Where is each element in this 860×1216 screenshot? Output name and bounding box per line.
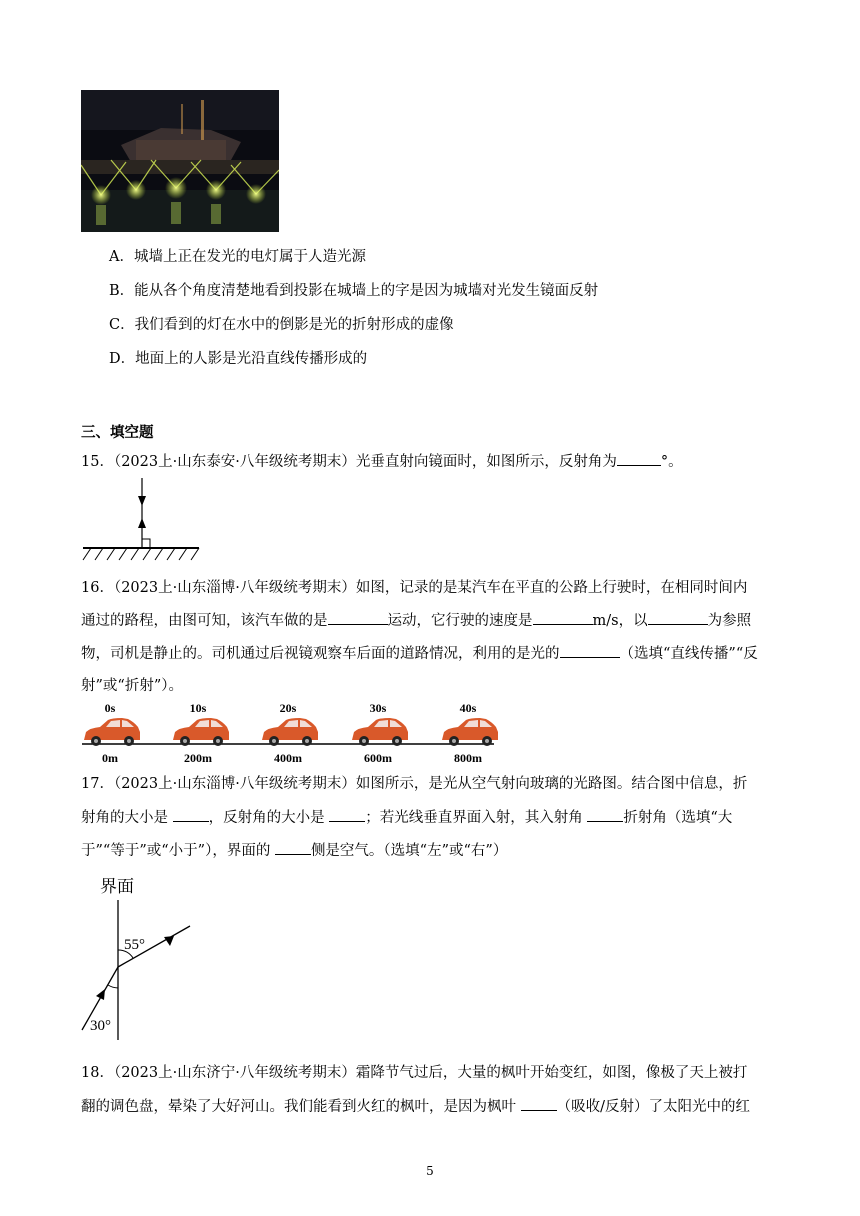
night-city-photo bbox=[81, 90, 279, 232]
down-arrow-icon bbox=[138, 496, 146, 506]
q18-line-2 bbox=[81, 1096, 750, 1117]
q15-text: 15．（2023上·山东泰安·八年级统考期末）光垂直射向镜面时，如图所示，反射角为 bbox=[81, 454, 617, 470]
q16-blank-3 bbox=[648, 610, 708, 625]
q17-text-b: ，反射角的大小是 bbox=[208, 810, 325, 826]
q16-line-1: 16．（2023上·山东淄博·八年级统考期末）如图，记录的是某汽车在平直的公路上行驶时，在相同时间内 bbox=[81, 580, 748, 596]
option-d: D．地面上的人影是光沿直线传播形成的 bbox=[109, 351, 368, 367]
q15-tail: °。 bbox=[660, 454, 683, 470]
distance-label: 800m bbox=[454, 751, 482, 765]
q16-text-e: 物，司机是静止的。司机通过后视镜观察车后面的道路情况，利用的是光的 bbox=[81, 646, 560, 662]
q16-line-2 bbox=[81, 610, 751, 631]
car-30s bbox=[352, 718, 408, 746]
car-10s bbox=[173, 718, 229, 746]
angle-arc-bottom bbox=[108, 985, 118, 988]
mirror-hatching bbox=[83, 548, 199, 560]
car-40s bbox=[442, 718, 498, 746]
q16-text-a: 通过的路程，由图可知，该汽车做的是 bbox=[81, 613, 328, 629]
q17-blank-1 bbox=[173, 807, 209, 822]
q17-blank-4 bbox=[275, 840, 311, 855]
q17-blank-3 bbox=[587, 807, 623, 822]
time-label: 10s bbox=[189, 702, 207, 715]
q17-text-e: 于”“等于”或“小于”），界面的 bbox=[81, 843, 271, 859]
angle-30-label: 30° bbox=[90, 1018, 111, 1034]
option-b: B．能从各个角度清楚地看到投影在城墙上的字是因为城墙对光发生镜面反射 bbox=[109, 283, 599, 299]
q18-blank-1 bbox=[521, 1096, 557, 1111]
option-c: C．我们看到的灯在水中的倒影是光的折射形成的虚像 bbox=[109, 317, 454, 333]
time-label: 20s bbox=[279, 702, 297, 715]
distance-label: 200m bbox=[184, 751, 212, 765]
q16-line-3 bbox=[81, 643, 758, 664]
q17-line-2 bbox=[81, 807, 732, 828]
q18-text-a: 翻的调色盘，晕染了大好河山。我们能看到火红的枫叶，是因为枫叶 bbox=[81, 1099, 516, 1115]
time-label: 0s bbox=[104, 702, 116, 715]
q17-text-c: ；若光线垂直界面入射，其入射角 bbox=[365, 810, 583, 826]
q16-text-b: 运动，它行驶的速度是 bbox=[387, 613, 533, 629]
q16-text-f: （选填“直线传播”“反 bbox=[619, 646, 758, 662]
q17-blank-2 bbox=[329, 807, 365, 822]
time-label: 40s bbox=[459, 702, 477, 715]
q17-text-a: 射角的大小是 bbox=[81, 810, 168, 826]
refraction-figure bbox=[78, 870, 208, 1042]
distance-label: 400m bbox=[274, 751, 302, 765]
angle-55-label: 55° bbox=[124, 937, 145, 953]
q16-blank-2 bbox=[533, 610, 593, 625]
q18-text-b: （吸收/反射）了太阳光中的红 bbox=[556, 1099, 750, 1115]
car-20s bbox=[262, 718, 318, 746]
q16-blank-4 bbox=[560, 643, 620, 658]
night-city-illustration bbox=[81, 90, 279, 232]
q15-blank bbox=[617, 451, 661, 466]
page-number: 5 bbox=[426, 1164, 434, 1178]
q17-line-1: 17．（2023上·山东淄博·八年级统考期末）如图所示，是光从空气射向玻璃的光路图。结合图中信息，折 bbox=[81, 776, 748, 792]
section-title: 三、填空题 bbox=[81, 424, 154, 441]
refracted-arrow-icon bbox=[164, 936, 174, 946]
car-motion-figure bbox=[78, 702, 498, 768]
distance-label: 600m bbox=[364, 751, 392, 765]
q17-line-3 bbox=[81, 840, 507, 861]
q16-text-d: 为参照 bbox=[707, 613, 752, 629]
question-15 bbox=[81, 451, 683, 472]
distance-label: 0m bbox=[102, 751, 118, 765]
q16-line-4: 射”或“折射”）。 bbox=[81, 678, 183, 694]
car-0s bbox=[84, 718, 140, 746]
interface-label: 界面 bbox=[100, 877, 134, 896]
option-a: A．城墙上正在发光的电灯属于人造光源 bbox=[109, 249, 366, 265]
q18-line-1: 18．（2023上·山东济宁·八年级统考期末）霜降节气过后，大量的枫叶开始变红，如图，像极了天上被打 bbox=[81, 1065, 748, 1081]
mirror-figure bbox=[81, 476, 203, 566]
q16-blank-1 bbox=[328, 610, 388, 625]
time-label: 30s bbox=[369, 702, 387, 715]
q17-text-d: 折射角（选填“大 bbox=[623, 810, 733, 826]
q16-text-c: m/s，以 bbox=[592, 613, 648, 629]
q17-text-f: 侧是空气。（选填“左”或“右”） bbox=[310, 843, 508, 859]
up-arrow-icon bbox=[138, 518, 146, 528]
right-angle-mark bbox=[142, 539, 150, 548]
